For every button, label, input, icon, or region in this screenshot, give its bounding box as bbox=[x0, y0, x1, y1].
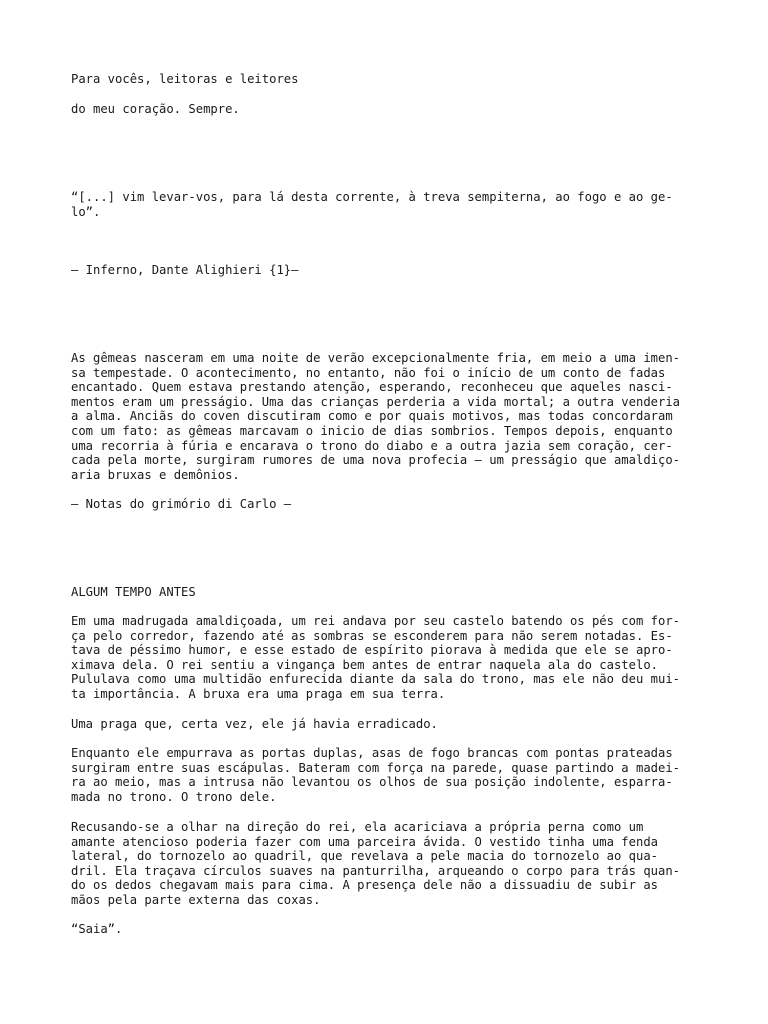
chapter-heading: ALGUM TEMPO ANTES bbox=[71, 585, 196, 599]
dedication-line-2: do meu coração. Sempre. bbox=[71, 102, 240, 116]
epigraph-attribution: — Inferno, Dante Alighieri {1}— bbox=[71, 263, 299, 277]
chapter-paragraph: Uma praga que, certa vez, ele já havia erradicado. bbox=[71, 717, 438, 731]
prologue-source: — Notas do grimório di Carlo — bbox=[71, 497, 292, 511]
chapter-paragraph: Em uma madrugada amaldiçoada, um rei andava por seu castelo batendo os pés com for- ça pelo corredor, fazendo até as sombras se esconderem para não serem notadas. Es- tava de péssimo humor, e esse estado de espírito piorava à medida que ele se apro- ximava dela. O rei sentiu a vingança bem antes de entrar naquela ala do castelo. Pululava como uma multidão enfurecida diante da sala do trono, mas ele não deu mui- ta importância. A bruxa era uma praga em sua terra. bbox=[71, 614, 681, 701]
dedication-line-1: Para vocês, leitoras e leitores bbox=[71, 72, 299, 86]
chapter-paragraph: Enquanto ele empurrava as portas duplas, asas de fogo brancas com pontas prateadas surgiram entre suas escápulas. Bateram com força na parede, quase partindo a madei- ra ao meio, mas a intrusa não levantou os olhos de sua posição indolente, esparra- mada no trono. O trono dele. bbox=[71, 746, 681, 804]
chapter-paragraph: “Saia”. bbox=[71, 922, 123, 936]
epigraph-quote: “[...] vim levar-vos, para lá desta corrente, à treva sempiterna, ao fogo e ao ge- lo”. bbox=[71, 190, 673, 219]
chapter-paragraph: Recusando-se a olhar na direção do rei, ela acariciava a própria perna como um amante atencioso poderia fazer com uma parceira ávida. O vestido tinha uma fenda lateral, do tornozelo ao quadril, que revelava a pele macia do tornozelo ao qua- dril. Ela traçava círculos suaves na panturrilha, arqueando o corpo para trás quan- do os dedos chegavam mais para cima. A presença dele não a dissuadiu de subir as mãos pela parte externa das coxas. bbox=[71, 820, 681, 907]
prologue-text: As gêmeas nasceram em uma noite de verão excepcionalmente fria, em meio a uma imen- sa tempestade. O acontecimento, no entanto, não foi o início de um conto de fadas encantado. Quem estava prestando atenção, esperando, reconheceu que aqueles nasci- mentos eram um presságio. Uma das crianças perderia a vida mortal; a outra venderia a alma. Anciãs do coven discutiram como e por quais motivos, mas todas concordaram com um fato: as gêmeas marcavam o inicio de dias sombrios. Tempos depois, enquanto uma recorria à fúria e encarava o trono do diabo e a outra jazia sem coração, cer- cada pela morte, surgiram rumores de uma nova profecia — um presságio que amaldiço- aria bruxas e demônios. bbox=[71, 351, 681, 482]
